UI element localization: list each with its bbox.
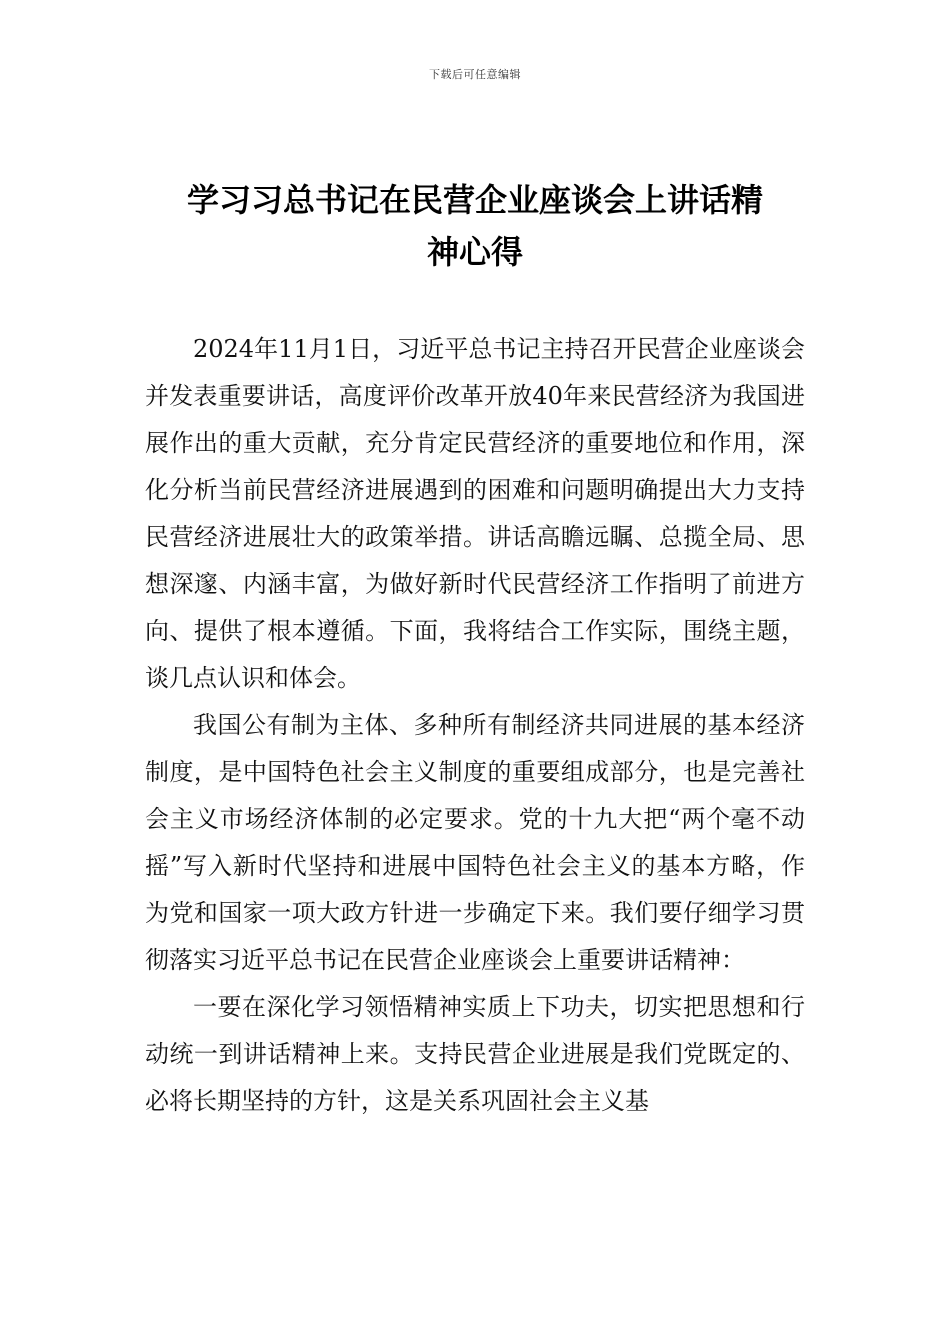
paragraph-3: 一要在深化学习领悟精神实质上下功夫，切实把思想和行动统一到讲话精神上来。支持民营企业进展是我们党既定的、必将长期坚持的方针，这是关系巩固社会主义基 [145,993,805,1115]
header-note: 下载后可任意编辑 [429,68,521,81]
document-body [145,326,805,1125]
paragraph-2: 我国公有制为主体、多种所有制经济共同进展的基本经济制度，是中国特色社会主义制度的重要组成部分，也是完善社会主义市场经济体制的必定要求。党的十九大把“两个毫不动摇”写入新时代坚持和进展中国特色社会主义的基本方略，作为党和国家一项大政方针进一步确定下来。我们要仔细学习贯彻落实习近平总书记在民营企业座谈会上重要讲话精神： [145,711,805,974]
paragraph-1: 2024年11月1日，习近平总书记主持召开民营企业座谈会并发表重要讲话，高度评价改革开放40年来民营经济为我国进展作出的重大贡献，充分肯定民营经济的重要地位和作用，深化分析当前民营经济进展遇到的困难和问题明确提出大力支持民营经济进展壮大的政策举措。讲话高瞻远瞩、总揽全局、思想深邃、内涵丰富，为做好新时代民营经济工作指明了前进方向、提供了根本遵循。下面，我将结合工作实际，围绕主题，谈几点认识和体会。 [145,335,805,692]
document-title-line-1: 学习习总书记在民营企业座谈会上讲话精 [186,181,763,219]
document-title [145,174,805,278]
document-title-line-2: 神心得 [426,233,523,271]
